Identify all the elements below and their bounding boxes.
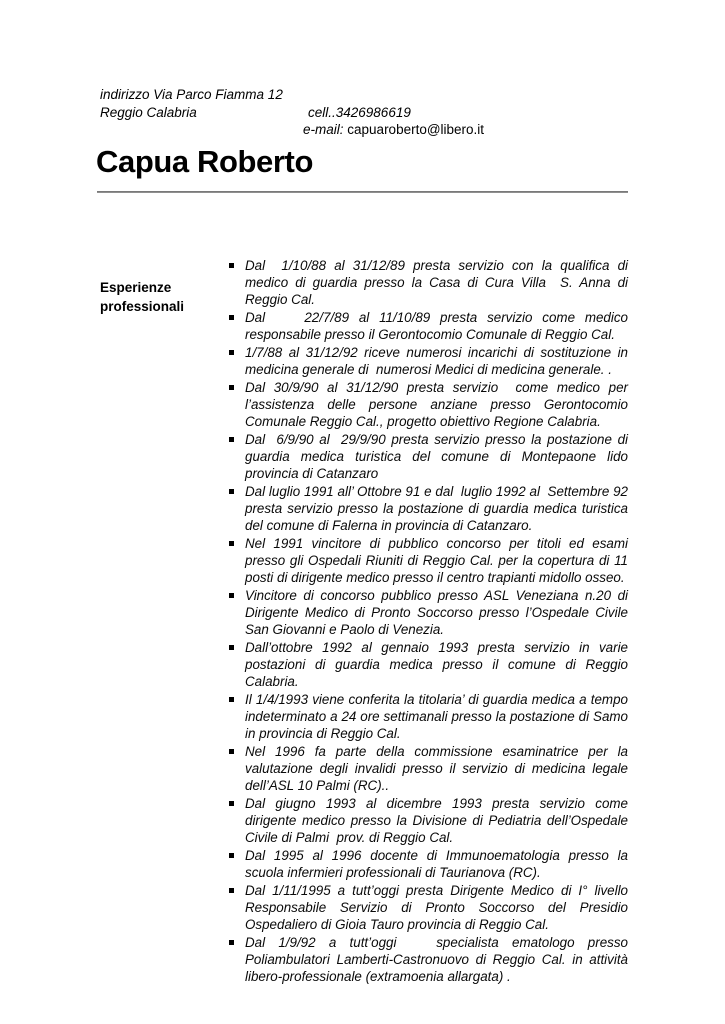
list-item xyxy=(228,379,628,430)
bullet-square-icon xyxy=(229,315,234,320)
bullet-square-icon xyxy=(229,940,234,945)
bullet-square-icon xyxy=(229,749,234,754)
list-item xyxy=(228,934,628,985)
experience-text: Dal giugno 1993 al dicembre 1993 presta servizio come dirigente medico presso la Divisione di Pediatria dell’Ospedale Civile di Palmi prov. di Reggio Cal. xyxy=(245,796,628,845)
contact-email xyxy=(303,121,484,138)
bullet-square-icon xyxy=(229,437,234,442)
section-label-line2: professionali xyxy=(100,298,185,314)
list-item xyxy=(228,535,628,586)
bullet-square-icon xyxy=(229,263,234,268)
experience-text: Dal 6/9/90 al 29/9/90 presta servizio presso la postazione di guardia medica turistica del comune di Montepaone lido provincia di Catanzaro xyxy=(245,432,628,481)
experience-text: Dal 30/9/90 al 31/12/90 presta servizio come medico per l’assistenza delle persone anziane presso Gerontocomio Comunale Reggio Cal., progetto obiettivo Regione Calabria. xyxy=(245,380,628,429)
list-item xyxy=(228,257,628,308)
list-item xyxy=(228,691,628,742)
page-title-name: Capua Roberto xyxy=(96,144,313,179)
bullet-square-icon xyxy=(229,853,234,858)
bullet-square-icon xyxy=(229,489,234,494)
bullet-square-icon xyxy=(229,593,234,598)
bullet-square-icon xyxy=(229,888,234,893)
list-item xyxy=(228,847,628,881)
experience-text: Dal 1/9/92 a tutt’oggi specialista ematologo presso Poliambulatori Lamberti-Castronuovo di Reggio Cal. in attività libero-professionale (extramoenia allargata) . xyxy=(245,935,628,984)
list-item xyxy=(228,795,628,846)
experience-text: Dall’ottobre 1992 al gennaio 1993 presta servizio in varie postazioni di guardia medica presso il comune di Reggio Calabria. xyxy=(245,640,628,689)
bullet-square-icon xyxy=(229,645,234,650)
list-item xyxy=(228,309,628,343)
list-item xyxy=(228,344,628,378)
list-item xyxy=(228,639,628,690)
experience-text: Nel 1996 fa parte della commissione esaminatrice per la valutazione degli invalidi presso il servizio di medicina legale dell’ASL 10 Palmi (RC).. xyxy=(245,744,628,793)
experience-text: Dal 1/10/88 al 31/12/89 presta servizio con la qualifica di medico di guardia presso la Casa di Cura Villa S. Anna di Reggio Cal. xyxy=(245,258,628,307)
contact-email-label: e-mail: xyxy=(303,122,344,137)
list-item xyxy=(228,483,628,534)
contact-address-line2: Reggio Calabria xyxy=(100,105,197,120)
experience-text: Dal 22/7/89 al 11/10/89 presta servizio come medico responsabile presso il Gerontocomio Comunale di Reggio Cal. xyxy=(245,310,628,342)
list-item xyxy=(228,882,628,933)
experience-text: 1/7/88 al 31/12/92 riceve numerosi incarichi di sostituzione in medicina generale di numerosi Medici di medicina generale. . xyxy=(245,345,628,377)
contact-email-value: capuaroberto@libero.it xyxy=(347,122,485,137)
bullet-square-icon xyxy=(229,697,234,702)
contact-address-line1: indirizzo Via Parco Fiamma 12 xyxy=(100,87,283,102)
bullet-square-icon xyxy=(229,385,234,390)
experience-text: Dal 1/11/1995 a tutt’oggi presta Dirigente Medico di I° livello Responsabile Servizio di Pronto Soccorso del Presidio Ospedaliero di Gioia Tauro provincia di Reggio Cal. xyxy=(245,883,628,932)
bullet-square-icon xyxy=(229,541,234,546)
header-divider-rule xyxy=(97,191,628,193)
section-label-line1: Esperienze xyxy=(100,280,172,295)
contact-cell-number: cell..3426986619 xyxy=(308,105,411,120)
list-item xyxy=(228,587,628,638)
experience-text: Dal luglio 1991 all’ Ottobre 91 e dal luglio 1992 al Settembre 92 presta servizio presso la postazione di guardia medica turistica del comune di Falerna in provincia di Catanzaro. xyxy=(245,484,628,533)
list-item xyxy=(228,431,628,482)
bullet-square-icon xyxy=(229,350,234,355)
experience-text: Nel 1991 vincitore di pubblico concorso per titoli ed esami presso gli Ospedali Riuniti di Reggio Cal. per la copertura di 11 posti di dirigente medico presso il centro trapianti midollo osseo. xyxy=(245,536,628,585)
section-label-esperienze-professionali xyxy=(100,279,220,316)
list-item xyxy=(228,743,628,794)
experience-text: Dal 1995 al 1996 docente di Immunoematologia presso la scuola infermieri professionali di Taurianova (RC). xyxy=(245,848,628,880)
bullet-square-icon xyxy=(229,801,234,806)
experience-text: Vincitore di concorso pubblico presso ASL Veneziana n.20 di Dirigente Medico di Pronto Soccorso presso l’Ospedale Civile San Giovanni e Paolo di Venezia. xyxy=(245,588,628,637)
experience-text: Il 1/4/1993 viene conferita la titolaria’ di guardia medica a tempo indeterminato a 24 ore settimanali presso la postazione di Samo in provincia di Reggio Cal. xyxy=(245,692,628,741)
experience-list xyxy=(228,257,628,986)
